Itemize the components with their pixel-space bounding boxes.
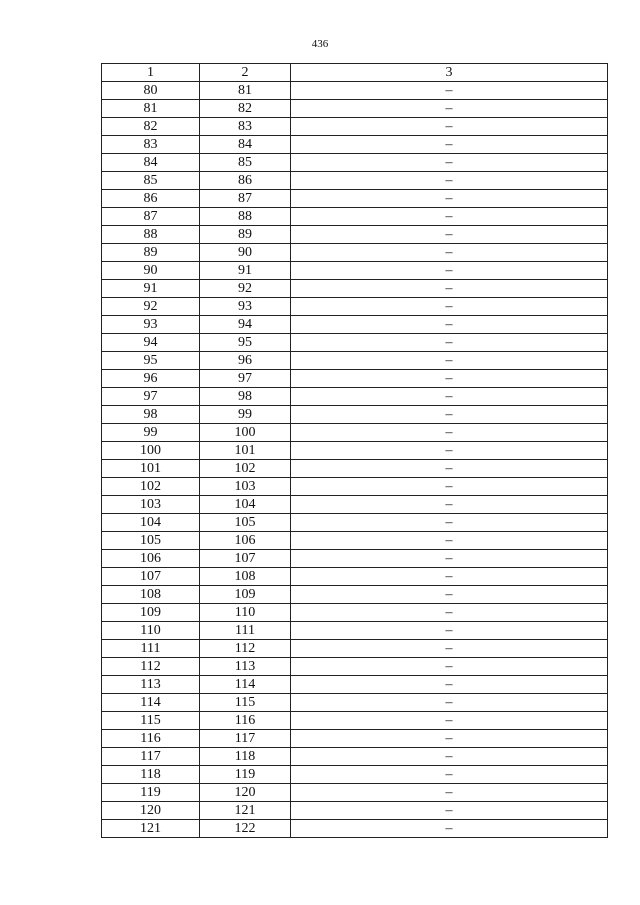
table-row bbox=[102, 208, 608, 226]
table-cell: – bbox=[291, 82, 608, 100]
table-row bbox=[102, 568, 608, 586]
table-cell: 108 bbox=[102, 586, 200, 604]
table-cell: 102 bbox=[200, 460, 291, 478]
table-cell: 99 bbox=[200, 406, 291, 424]
table-cell: 111 bbox=[200, 622, 291, 640]
table-row bbox=[102, 316, 608, 334]
table-cell: 82 bbox=[102, 118, 200, 136]
table-cell: 109 bbox=[200, 586, 291, 604]
table-cell: 119 bbox=[102, 784, 200, 802]
table-row bbox=[102, 100, 608, 118]
table-cell: – bbox=[291, 280, 608, 298]
table-row bbox=[102, 370, 608, 388]
table-cell: 87 bbox=[102, 208, 200, 226]
table-cell: 88 bbox=[102, 226, 200, 244]
table-cell: 95 bbox=[200, 334, 291, 352]
table-cell: 81 bbox=[200, 82, 291, 100]
table-cell: 98 bbox=[200, 388, 291, 406]
table-cell: 103 bbox=[200, 478, 291, 496]
table-cell: 96 bbox=[102, 370, 200, 388]
table-cell: 106 bbox=[200, 532, 291, 550]
table-cell: – bbox=[291, 550, 608, 568]
table-row bbox=[102, 532, 608, 550]
table-cell: 114 bbox=[102, 694, 200, 712]
table-cell: 116 bbox=[102, 730, 200, 748]
table-cell: 95 bbox=[102, 352, 200, 370]
table-cell: 107 bbox=[200, 550, 291, 568]
table-row bbox=[102, 640, 608, 658]
table-row bbox=[102, 622, 608, 640]
table-cell: 85 bbox=[102, 172, 200, 190]
table-row bbox=[102, 406, 608, 424]
table-cell: 102 bbox=[102, 478, 200, 496]
table-cell: – bbox=[291, 406, 608, 424]
table-cell: 98 bbox=[102, 406, 200, 424]
table-row bbox=[102, 694, 608, 712]
table-cell: 114 bbox=[200, 676, 291, 694]
table-cell: – bbox=[291, 478, 608, 496]
column-header: 3 bbox=[291, 64, 608, 82]
table-cell: – bbox=[291, 244, 608, 262]
table-cell: 99 bbox=[102, 424, 200, 442]
table-cell: 103 bbox=[102, 496, 200, 514]
table-cell: 86 bbox=[102, 190, 200, 208]
table-row bbox=[102, 496, 608, 514]
table-row bbox=[102, 676, 608, 694]
column-header: 2 bbox=[200, 64, 291, 82]
table-cell: – bbox=[291, 190, 608, 208]
table-cell: 85 bbox=[200, 154, 291, 172]
table-row bbox=[102, 766, 608, 784]
table-row bbox=[102, 334, 608, 352]
table-cell: 92 bbox=[102, 298, 200, 316]
table-cell: – bbox=[291, 820, 608, 838]
table-cell: – bbox=[291, 640, 608, 658]
table-row bbox=[102, 442, 608, 460]
table-row bbox=[102, 226, 608, 244]
table-cell: 121 bbox=[200, 802, 291, 820]
table-cell: 91 bbox=[200, 262, 291, 280]
table-cell: 100 bbox=[200, 424, 291, 442]
table-cell: – bbox=[291, 622, 608, 640]
table-cell: – bbox=[291, 676, 608, 694]
table-cell: – bbox=[291, 460, 608, 478]
table-cell: – bbox=[291, 370, 608, 388]
table-cell: 83 bbox=[102, 136, 200, 154]
table-row bbox=[102, 478, 608, 496]
table-cell: – bbox=[291, 730, 608, 748]
table-cell: 110 bbox=[200, 604, 291, 622]
table-cell: 111 bbox=[102, 640, 200, 658]
table-cell: 104 bbox=[200, 496, 291, 514]
table-cell: – bbox=[291, 316, 608, 334]
table-row bbox=[102, 118, 608, 136]
table-cell: 113 bbox=[200, 658, 291, 676]
table-cell: 118 bbox=[102, 766, 200, 784]
table-cell: 88 bbox=[200, 208, 291, 226]
table-row bbox=[102, 298, 608, 316]
table-cell: – bbox=[291, 226, 608, 244]
table-cell: 82 bbox=[200, 100, 291, 118]
table-row bbox=[102, 604, 608, 622]
table-cell: – bbox=[291, 496, 608, 514]
table-cell: 122 bbox=[200, 820, 291, 838]
table-cell: 86 bbox=[200, 172, 291, 190]
data-table bbox=[101, 63, 608, 838]
table-cell: – bbox=[291, 334, 608, 352]
table-row bbox=[102, 136, 608, 154]
table-row bbox=[102, 658, 608, 676]
table-row bbox=[102, 424, 608, 442]
table-cell: – bbox=[291, 766, 608, 784]
table-row bbox=[102, 154, 608, 172]
column-header: 1 bbox=[102, 64, 200, 82]
table-cell: 92 bbox=[200, 280, 291, 298]
table-cell: 112 bbox=[102, 658, 200, 676]
table-cell: 97 bbox=[200, 370, 291, 388]
table-cell: 81 bbox=[102, 100, 200, 118]
table-cell: 107 bbox=[102, 568, 200, 586]
table-cell: – bbox=[291, 154, 608, 172]
table-cell: 109 bbox=[102, 604, 200, 622]
table-cell: – bbox=[291, 442, 608, 460]
table-cell: 93 bbox=[200, 298, 291, 316]
table-cell: – bbox=[291, 532, 608, 550]
table-cell: 116 bbox=[200, 712, 291, 730]
table-cell: 87 bbox=[200, 190, 291, 208]
table-cell: – bbox=[291, 424, 608, 442]
table-row bbox=[102, 730, 608, 748]
table-header-row bbox=[102, 64, 608, 82]
table-cell: 96 bbox=[200, 352, 291, 370]
table-cell: – bbox=[291, 712, 608, 730]
table-cell: – bbox=[291, 658, 608, 676]
table-cell: – bbox=[291, 388, 608, 406]
table-cell: 80 bbox=[102, 82, 200, 100]
table-cell: 110 bbox=[102, 622, 200, 640]
table-cell: 101 bbox=[200, 442, 291, 460]
table-cell: – bbox=[291, 586, 608, 604]
table-cell: 100 bbox=[102, 442, 200, 460]
table-cell: – bbox=[291, 604, 608, 622]
table-cell: – bbox=[291, 514, 608, 532]
table-cell: 120 bbox=[200, 784, 291, 802]
table-row bbox=[102, 820, 608, 838]
table-cell: – bbox=[291, 118, 608, 136]
table-cell: 117 bbox=[200, 730, 291, 748]
table-cell: 90 bbox=[102, 262, 200, 280]
table-cell: 84 bbox=[200, 136, 291, 154]
table-cell: – bbox=[291, 784, 608, 802]
table-row bbox=[102, 172, 608, 190]
table-cell: 94 bbox=[102, 334, 200, 352]
table-cell: 117 bbox=[102, 748, 200, 766]
table-cell: 106 bbox=[102, 550, 200, 568]
table-row bbox=[102, 712, 608, 730]
table-row bbox=[102, 550, 608, 568]
table-row bbox=[102, 244, 608, 262]
table-cell: – bbox=[291, 802, 608, 820]
table-cell: 97 bbox=[102, 388, 200, 406]
table-row bbox=[102, 748, 608, 766]
table-cell: – bbox=[291, 298, 608, 316]
table-cell: 119 bbox=[200, 766, 291, 784]
table-cell: 104 bbox=[102, 514, 200, 532]
table-cell: – bbox=[291, 262, 608, 280]
table-cell: 115 bbox=[200, 694, 291, 712]
table-cell: – bbox=[291, 694, 608, 712]
table-row bbox=[102, 586, 608, 604]
table-cell: 93 bbox=[102, 316, 200, 334]
table-cell: 121 bbox=[102, 820, 200, 838]
table-row bbox=[102, 190, 608, 208]
table-row bbox=[102, 280, 608, 298]
table-cell: – bbox=[291, 748, 608, 766]
table-cell: 90 bbox=[200, 244, 291, 262]
table-cell: 113 bbox=[102, 676, 200, 694]
table-body bbox=[102, 82, 608, 838]
table-row bbox=[102, 82, 608, 100]
table-cell: 108 bbox=[200, 568, 291, 586]
table-cell: 84 bbox=[102, 154, 200, 172]
table-row bbox=[102, 460, 608, 478]
table-cell: – bbox=[291, 352, 608, 370]
table-cell: – bbox=[291, 568, 608, 586]
table-cell: 91 bbox=[102, 280, 200, 298]
table-cell: 105 bbox=[102, 532, 200, 550]
table-cell: 115 bbox=[102, 712, 200, 730]
page-number: 436 bbox=[311, 38, 329, 50]
table-cell: 89 bbox=[200, 226, 291, 244]
table-row bbox=[102, 784, 608, 802]
table-cell: 94 bbox=[200, 316, 291, 334]
table-cell: – bbox=[291, 172, 608, 190]
table-cell: 105 bbox=[200, 514, 291, 532]
table-cell: 120 bbox=[102, 802, 200, 820]
table-row bbox=[102, 262, 608, 280]
table-cell: 112 bbox=[200, 640, 291, 658]
table-row bbox=[102, 352, 608, 370]
table-row bbox=[102, 388, 608, 406]
table-cell: 101 bbox=[102, 460, 200, 478]
table-row bbox=[102, 802, 608, 820]
table-row bbox=[102, 514, 608, 532]
table-cell: – bbox=[291, 100, 608, 118]
table-cell: 118 bbox=[200, 748, 291, 766]
table-cell: – bbox=[291, 136, 608, 154]
table-cell: 83 bbox=[200, 118, 291, 136]
table-cell: 89 bbox=[102, 244, 200, 262]
table-cell: – bbox=[291, 208, 608, 226]
